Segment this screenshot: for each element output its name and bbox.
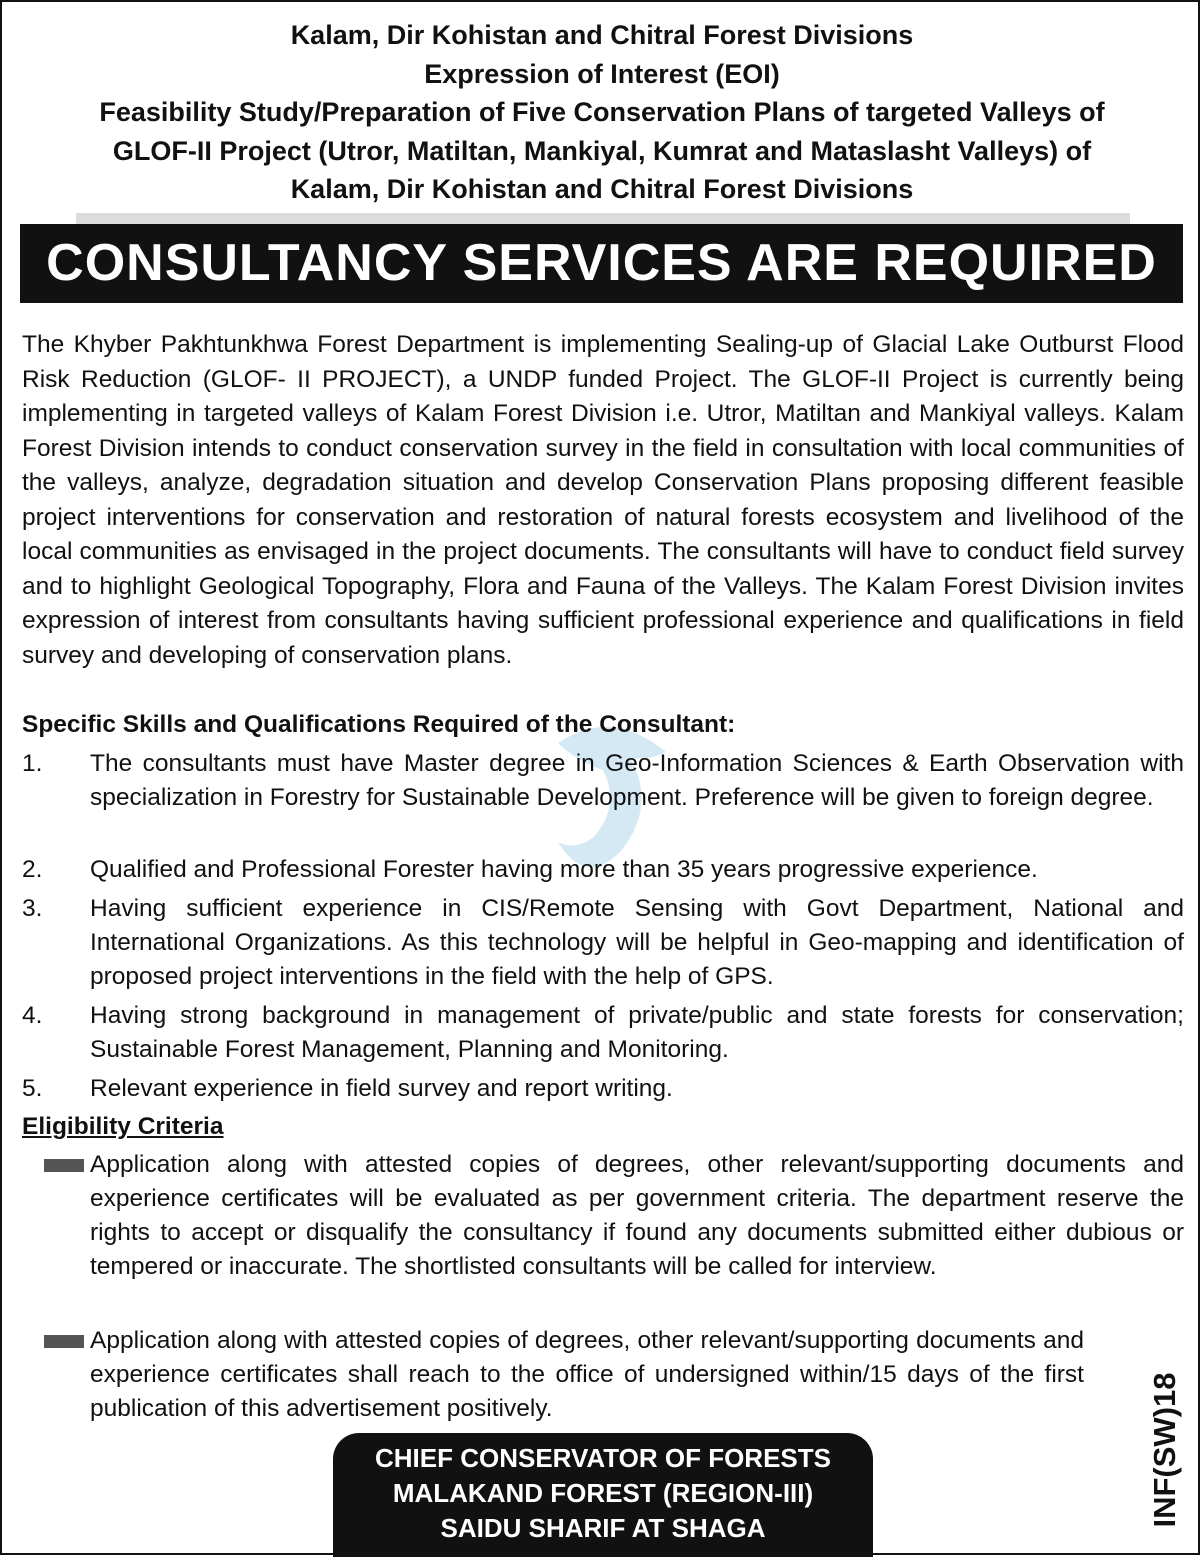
skills-item-number: 5. — [22, 1075, 43, 1102]
skills-item-number: 2. — [22, 856, 43, 883]
skills-item — [22, 892, 1184, 994]
square-bullet-icon — [44, 1159, 84, 1172]
header-line-5: Kalam, Dir Kohistan and Chitral Forest Divisions — [290, 174, 914, 204]
eligibility-item — [22, 1324, 1084, 1426]
skills-item-text: Having sufficient experience in CIS/Remote Sensing with Govt Department, National and International Organizations. As this technology will be helpful in Geo-mapping and identification of proposed project interventions in the field with the help of GPS. — [90, 895, 1184, 990]
ad-reference-code: INF(SW)18 — [1147, 1372, 1182, 1528]
eligibility-heading: Eligibility Criteria — [22, 1113, 224, 1140]
header-line-3: Feasibility Study/Preparation of Five Conservation Plans of targeted Valleys of — [99, 97, 1105, 127]
skills-heading: Specific Skills and Qualifications Required of the Consultant: — [22, 711, 736, 738]
eligibility-item-text: Application along with attested copies of degrees, other relevant/supporting documents and experience certificates shall reach to the office of undersigned within/15 days of the first publication of this advertisement positively. — [90, 1327, 1084, 1422]
skills-item-text: Having strong background in management of private/public and state forests for conservation; Sustainable Forest Management, Planning and Monitoring. — [90, 1002, 1184, 1063]
header-line-2: Expression of Interest (EOI) — [424, 58, 780, 89]
eligibility-item — [22, 1148, 1184, 1284]
signature-block — [333, 1433, 873, 1557]
banner-title: CONSULTANCY SERVICES ARE REQUIRED — [20, 224, 1183, 303]
signature-line-2: MALAKAND FOREST (REGION-III) — [392, 1478, 814, 1508]
skills-item-number: 1. — [22, 750, 43, 777]
header-line-4: GLOF-II Project (Utror, Matiltan, Mankiyal, Kumrat and Mataslasht Valleys) of — [112, 135, 1092, 166]
square-bullet-icon — [44, 1335, 84, 1348]
header — [22, 16, 1182, 209]
skills-item — [22, 853, 1184, 887]
skills-item-text: Qualified and Professional Forester having more than 35 years progressive experience. — [90, 856, 1038, 883]
header-line-1: Kalam, Dir Kohistan and Chitral Forest Divisions — [290, 20, 914, 50]
intro-paragraph: The Khyber Pakhtunkhwa Forest Department is implementing Sealing-up of Glacial Lake Outburst Flood Risk Reduction (GLOF- II PROJECT), a UNDP funded Project. The GLOF-II Project is currently being implementing in targeted valleys of Kalam Forest Division i.e. Utror, Matiltan and Mankiyal valleys. Kalam Forest Division intends to conduct conservation survey in the field in consultation with local communities of the valleys, analyze, degradation situation and develop Conservation Plans proposing different feasible project interventions for conservation and restoration of natural forests ecosystem and livelihood of the local communities as envisaged in the project documents. The consultants will have to conduct field survey and to highlight Geological Topography, Flora and Fauna of the Valleys. The Kalam Forest Division invites expression of interest from consultants having sufficient professional experience and qualifications in field survey and developing of conservation plans. — [22, 331, 1184, 669]
skills-item — [22, 1072, 1184, 1106]
eligibility-item-text: Application along with attested copies of degrees, other relevant/supporting documents and experience certificates will be evaluated as per government criteria. The department reserve the rights to accept or disqualify the consultancy if found any documents submitted either dubious or tempered or inaccurate. The shortlisted consultants will be called for interview. — [90, 1151, 1184, 1280]
signature-line-1: CHIEF CONSERVATOR OF FORESTS — [374, 1443, 831, 1473]
signature-line-3: SAIDU SHARIF AT SHAGA — [440, 1513, 766, 1543]
skills-item-text: The consultants must have Master degree in Geo-Information Sciences & Earth Observation with specialization in Forestry for Sustainable Development. Preference will be given to foreign degree. — [90, 750, 1184, 811]
skills-item-text: Relevant experience in field survey and report writing. — [90, 1075, 673, 1102]
skills-item — [22, 747, 1184, 815]
skills-item — [22, 999, 1184, 1067]
skills-item-number: 4. — [22, 1002, 43, 1029]
skills-item-number: 3. — [22, 895, 43, 922]
